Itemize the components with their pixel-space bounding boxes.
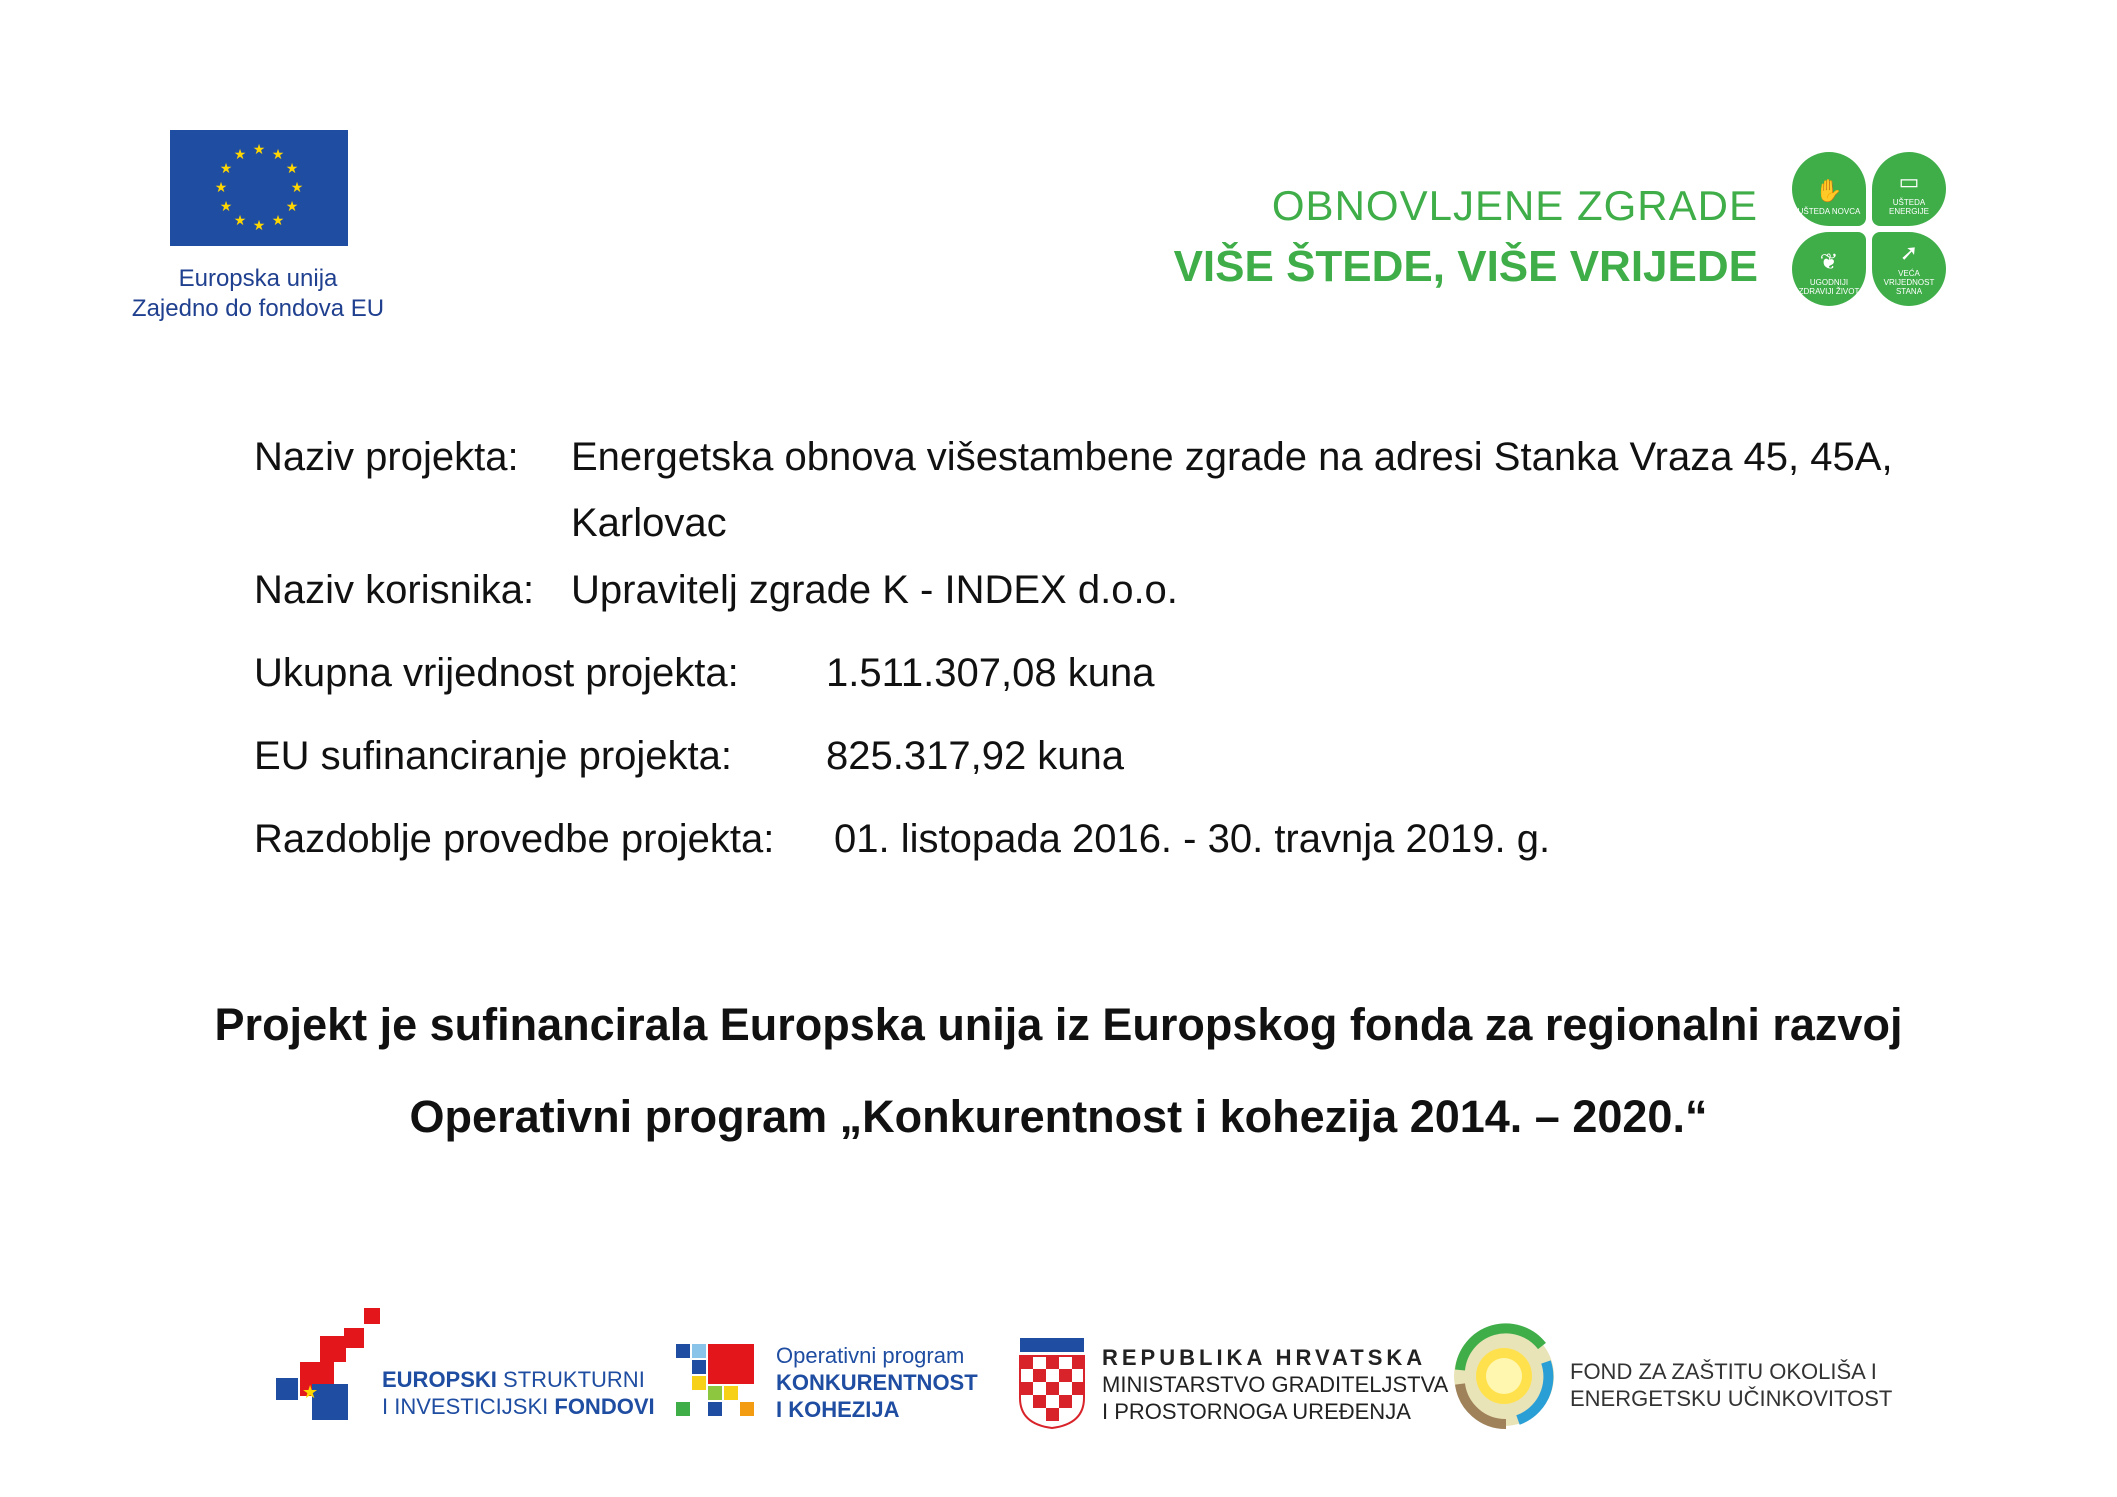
svg-text:★: ★ [285, 199, 299, 215]
eu-flag-icon [170, 130, 348, 246]
clover-leaf-energy [1872, 152, 1946, 226]
svg-text:★: ★ [233, 213, 247, 229]
clover-leaf-label: UGODNIJI ZDRAVIJI ŽIVOT [1798, 278, 1860, 296]
svg-text:★: ★ [252, 142, 266, 158]
eu-logo [118, 130, 398, 324]
project-name-value: Energetska obnova višestambene zgrade na adresi Stanka Vraza 45, 45A, Karlovac [571, 435, 1893, 545]
svg-text:★: ★ [214, 180, 228, 196]
eu-cofinancing-row [254, 731, 1954, 781]
fund-logo [1448, 1300, 1893, 1430]
project-info [254, 432, 1954, 897]
svg-text:★: ★ [285, 161, 299, 177]
svg-text:★: ★ [233, 147, 247, 163]
opkk-line2: KONKURENTNOST [776, 1370, 978, 1395]
energy-label-icon: ▭ [1898, 169, 1920, 194]
svg-text:★: ★ [271, 213, 285, 229]
beneficiary-value: Upravitelj zgrade K - INDEX d.o.o. [571, 568, 1178, 612]
campaign-title: OBNOVLJENE ZGRADE [1271, 182, 1758, 229]
clover-leaf-value [1872, 232, 1946, 306]
esif-line1-rest: STRUKTURNI [496, 1367, 645, 1392]
fund-line2: ENERGETSKU UČINKOVITOST [1570, 1386, 1893, 1411]
esif-line1-bold: EUROPSKI [382, 1367, 497, 1392]
project-name-row [254, 432, 1954, 548]
leaf-icon: ❦ [1819, 249, 1839, 274]
esif-logo [272, 1300, 655, 1430]
ministry-line3: I PROSTORNOGA UREĐENJA [1102, 1399, 1411, 1424]
clover-icon [1790, 150, 1950, 310]
svg-text:★: ★ [252, 218, 266, 234]
clover-leaf-label: VEĆA VRIJEDNOST STANA [1883, 269, 1935, 296]
beneficiary-row [254, 565, 1954, 615]
period-label: Razdoblje provedbe projekta: [254, 817, 775, 861]
ministry-line2: MINISTARSTVO GRADITELJSTVA [1102, 1372, 1449, 1397]
project-name-label: Naziv projekta: [254, 435, 519, 479]
period-row [254, 814, 1954, 864]
statement-line1: Projekt je sufinancirala Europska unija iz Europskog fonda za regionalni razvoj [214, 999, 1903, 1050]
eu-cofinancing-label: EU sufinanciranje projekta: [254, 734, 733, 778]
campaign-slogan: VIŠE ŠTEDE, VIŠE VRIJEDE [1173, 242, 1758, 291]
svg-text:★: ★ [271, 147, 285, 163]
clover-leaf-health [1792, 232, 1866, 306]
opkk-squares-icon [676, 1344, 758, 1424]
eu-cofinancing-amount: 825.317,92 kuna [826, 734, 1125, 778]
esif-line2-bold: FONDOVI [554, 1394, 655, 1419]
total-value-row [254, 648, 1954, 698]
opkk-logo [676, 1300, 986, 1430]
piggy-bank-icon: ✋ [1815, 178, 1843, 203]
svg-text:★: ★ [219, 199, 233, 215]
ministry-logo [1016, 1300, 1449, 1430]
fund-line1: FOND ZA ZAŠTITU OKOLIŠA I [1570, 1359, 1877, 1384]
total-value-label: Ukupna vrijednost projekta: [254, 651, 739, 695]
clover-leaf-savings [1792, 152, 1866, 226]
period-value: 01. listopada 2016. - 30. travnja 2019. g. [834, 817, 1551, 861]
opkk-line1: Operativni program [776, 1343, 965, 1368]
esif-line2-rest: I INVESTICIJSKI [382, 1394, 555, 1419]
growth-arrow-icon: ➚ [1899, 240, 1919, 265]
clover-leaf-label: UŠTEDA ENERGIJE [1888, 198, 1929, 216]
svg-text:★: ★ [290, 180, 304, 196]
sun-globe-icon [1448, 1320, 1560, 1430]
cofinancing-statement [0, 1000, 2117, 1184]
svg-text:★: ★ [302, 1382, 319, 1403]
svg-text:★: ★ [219, 161, 233, 177]
ministry-line1: REPUBLIKA HRVATSKA [1102, 1345, 1427, 1370]
statement-line2: Operativni program „Konkurentnost i kohezija 2014. – 2020.“ [409, 1091, 1708, 1142]
eu-caption-line1: Europska unija [178, 265, 338, 292]
croatian-coat-of-arms-icon [1016, 1338, 1088, 1430]
eu-caption-line2: Zajedno do fondova EU [131, 295, 385, 322]
beneficiary-label: Naziv korisnika: [254, 568, 535, 612]
opkk-line3: I KOHEZIJA [776, 1397, 900, 1422]
clover-leaf-label: UŠTEDA NOVCA [1797, 207, 1861, 216]
total-value-amount: 1.511.307,08 kuna [826, 651, 1155, 695]
campaign-logo [1170, 150, 1950, 310]
esif-squares-icon [272, 1300, 382, 1430]
